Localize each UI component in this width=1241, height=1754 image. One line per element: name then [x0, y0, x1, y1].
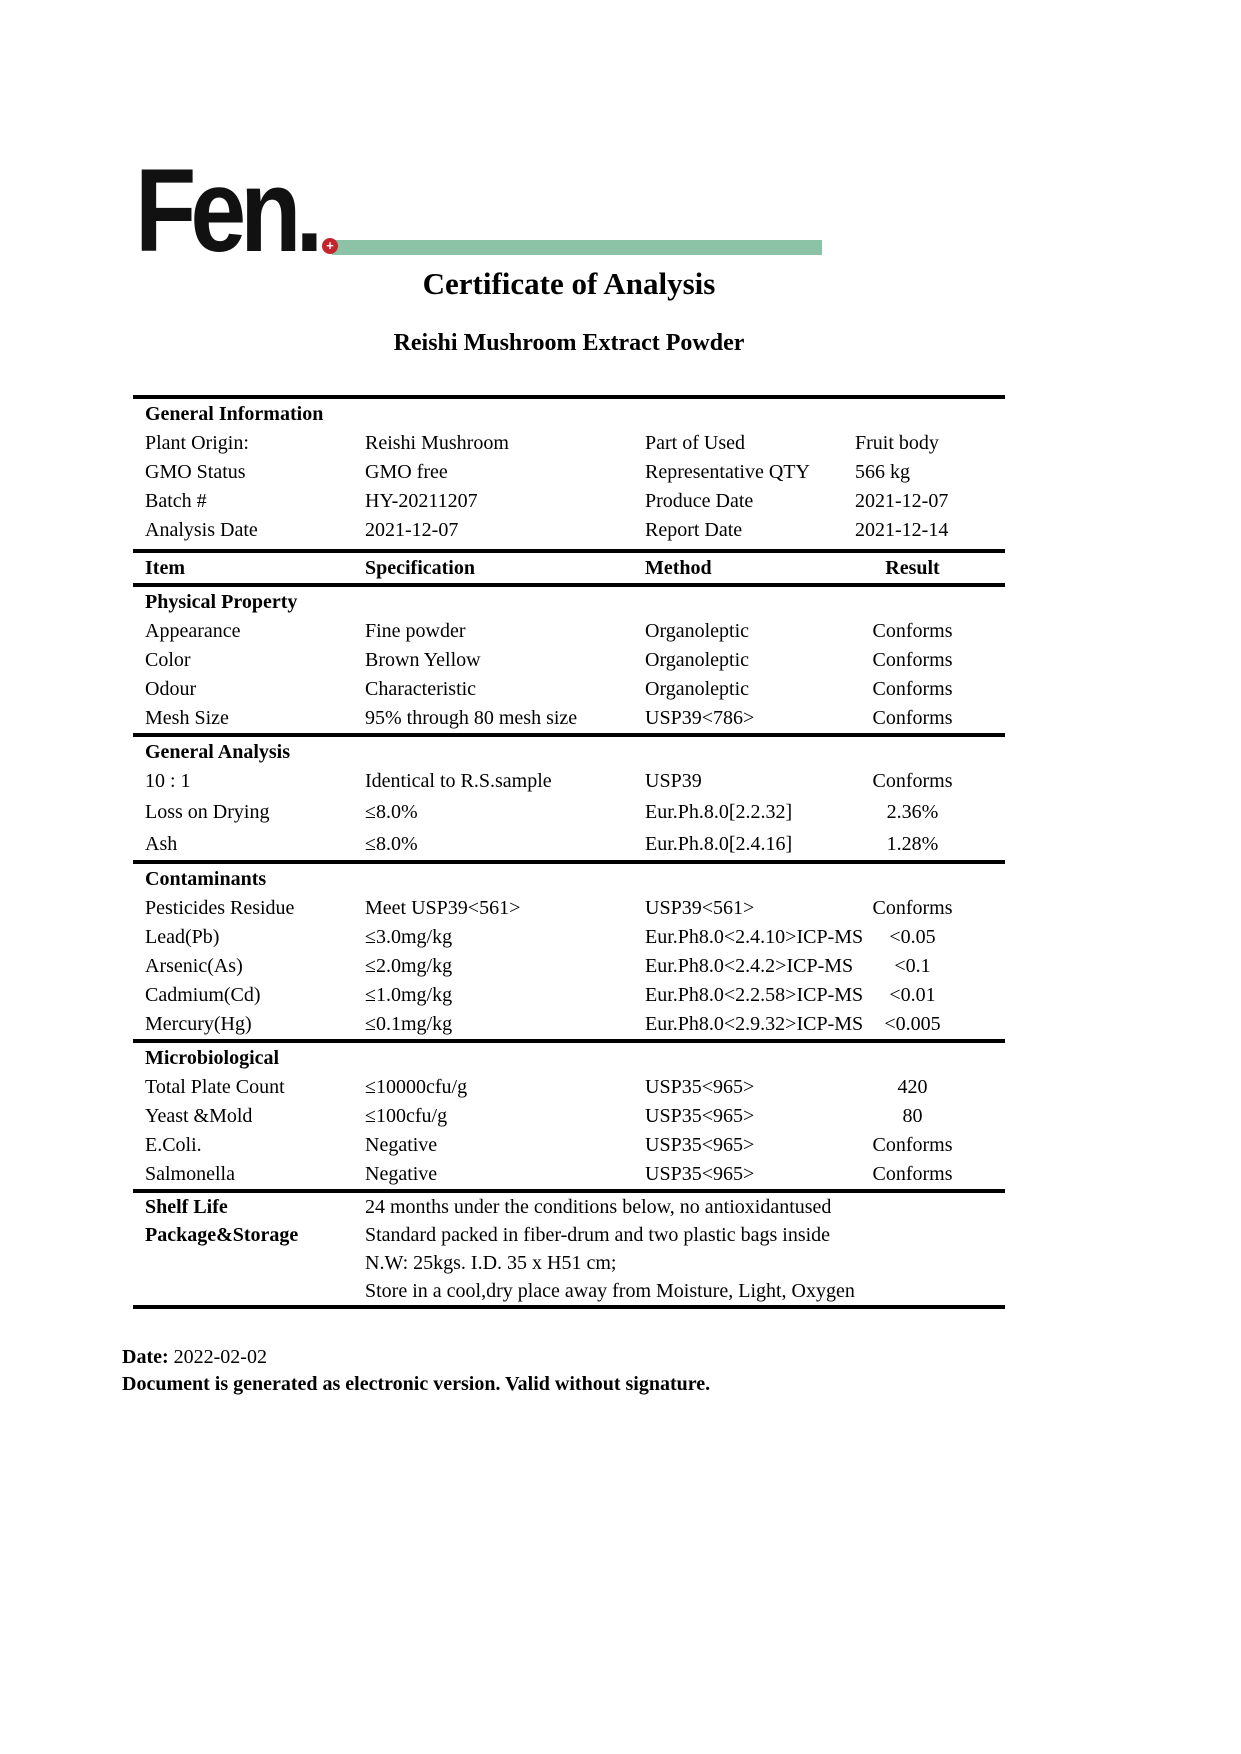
cell-result: Conforms — [872, 1134, 953, 1156]
table-row — [133, 487, 1005, 516]
cell-result: 2.36% — [886, 801, 939, 823]
cell-item: Appearance — [145, 620, 241, 642]
table-row — [133, 1102, 1005, 1131]
logo-wordmark: Fen. — [135, 145, 318, 277]
page-title: Certificate of Analysis — [422, 266, 716, 301]
cell-item: Cadmium(Cd) — [145, 984, 261, 1006]
info-label: Part of Used — [645, 432, 745, 454]
cell-method: USP35<965> — [645, 1105, 755, 1127]
cell-method: Eur.Ph8.0<2.2.58>ICP-MS — [645, 984, 864, 1006]
cell-specification: Meet USP39<561> — [365, 897, 521, 919]
column-header-method: Method — [645, 557, 712, 579]
info-label: Batch # — [145, 490, 207, 512]
section-heading-microbiological: Microbiological — [145, 1047, 280, 1069]
cell-specification: ≤10000cfu/g — [365, 1076, 468, 1098]
table-row — [133, 458, 1005, 487]
info-value: 566 kg — [855, 461, 910, 483]
table-row — [133, 516, 1005, 545]
cell-method: Eur.Ph8.0<2.4.10>ICP-MS — [645, 926, 864, 948]
cell-result: <0.01 — [889, 984, 936, 1006]
cell-result: <0.05 — [889, 926, 936, 948]
cell-specification: ≤2.0mg/kg — [365, 955, 453, 977]
table-row — [133, 646, 1005, 675]
cell-item: E.Coli. — [145, 1134, 202, 1156]
info-value: 2021-12-07 — [855, 490, 949, 512]
table-row — [133, 1249, 1005, 1277]
info-value: HY-20211207 — [365, 490, 478, 512]
table-row — [133, 1221, 1005, 1249]
cell-specification: Brown Yellow — [365, 649, 481, 671]
table-row — [133, 429, 1005, 458]
table-row — [133, 675, 1005, 704]
cell-specification: Characteristic — [365, 678, 477, 700]
info-label: GMO Status — [145, 461, 246, 483]
divider — [133, 1305, 1005, 1309]
logo-underline-bar — [332, 240, 822, 255]
cell-method: Eur.Ph8.0<2.4.2>ICP-MS — [645, 955, 854, 977]
info-label: Produce Date — [645, 490, 754, 512]
info-value: 2021-12-14 — [855, 519, 949, 541]
cell-item: Total Plate Count — [145, 1076, 285, 1098]
table-row — [133, 1073, 1005, 1102]
cell-method: USP39 — [645, 770, 702, 792]
cell-method: Eur.Ph8.0<2.9.32>ICP-MS — [645, 1013, 864, 1035]
cell-result: 80 — [902, 1105, 923, 1127]
document-footer — [122, 1344, 710, 1398]
section-heading-general-analysis: General Analysis — [145, 741, 291, 763]
table-row — [133, 767, 1005, 796]
cell-item: Salmonella — [145, 1163, 235, 1185]
cell-item: Loss on Drying — [145, 801, 270, 823]
product-name-subtitle: Reishi Mushroom Extract Powder — [393, 330, 745, 356]
cell-result: Conforms — [872, 1163, 953, 1185]
info-label: Analysis Date — [145, 519, 258, 541]
storage-label — [145, 1277, 365, 1305]
cell-method: USP35<965> — [645, 1076, 755, 1098]
cell-result: Conforms — [872, 620, 953, 642]
cell-result: 1.28% — [886, 833, 939, 855]
cell-method: Eur.Ph.8.0[2.2.32] — [645, 801, 793, 823]
cell-specification: ≤100cfu/g — [365, 1105, 448, 1127]
storage-text: 24 months under the conditions below, no antioxidantused — [365, 1196, 832, 1218]
cell-specification: ≤8.0% — [365, 801, 418, 823]
storage-label — [145, 1249, 365, 1277]
date-value: 2022-02-02 — [168, 1346, 267, 1368]
cell-result: Conforms — [872, 897, 953, 919]
cell-item: Ash — [145, 833, 178, 855]
info-value: 2021-12-07 — [365, 519, 459, 541]
company-logo — [135, 130, 1035, 277]
cell-specification: Identical to R.S.sample — [365, 770, 552, 792]
table-row — [133, 923, 1005, 952]
table-row — [133, 617, 1005, 646]
table-row — [133, 1010, 1005, 1039]
validity-note: Document is generated as electronic version. Valid without signature. — [122, 1373, 711, 1395]
table-row — [133, 828, 1005, 860]
cell-method: Organoleptic — [645, 678, 750, 700]
cell-result: <0.005 — [884, 1013, 941, 1035]
storage-label: Shelf Life — [145, 1196, 228, 1218]
cell-result: Conforms — [872, 770, 953, 792]
date-line — [122, 1344, 710, 1371]
column-header-result: Result — [885, 557, 940, 579]
table-row — [133, 1277, 1005, 1305]
section-heading-contaminants: Contaminants — [145, 868, 267, 890]
storage-text: N.W: 25kgs. I.D. 35 x H51 cm; — [365, 1252, 617, 1274]
section-heading-physical-property: Physical Property — [145, 591, 298, 613]
cell-specification: Negative — [365, 1163, 438, 1185]
plus-icon: + — [322, 238, 338, 254]
cell-item: Mercury(Hg) — [145, 1013, 252, 1035]
info-value: Fruit body — [855, 432, 939, 454]
table-row — [133, 952, 1005, 981]
info-label: Plant Origin: — [145, 432, 249, 454]
column-header-item: Item — [145, 557, 185, 579]
table-row — [133, 1193, 1005, 1221]
cell-result: Conforms — [872, 649, 953, 671]
cell-item: Pesticides Residue — [145, 897, 295, 919]
storage-text: Standard packed in fiber-drum and two plastic bags inside — [365, 1224, 831, 1246]
table-header-row — [133, 553, 1005, 583]
cell-specification: ≤3.0mg/kg — [365, 926, 453, 948]
coa-table — [133, 395, 1005, 1309]
cell-item: Yeast &Mold — [145, 1105, 253, 1127]
cell-method: Organoleptic — [645, 620, 750, 642]
cell-method: Eur.Ph.8.0[2.4.16] — [645, 833, 793, 855]
cell-result: 420 — [897, 1076, 928, 1098]
cell-method: USP35<965> — [645, 1134, 755, 1156]
cell-method: Organoleptic — [645, 649, 750, 671]
cell-specification: Negative — [365, 1134, 438, 1156]
cell-method: USP35<965> — [645, 1163, 755, 1185]
table-row — [133, 894, 1005, 923]
table-row — [133, 704, 1005, 733]
table-row — [133, 796, 1005, 828]
cell-result: Conforms — [872, 678, 953, 700]
cell-result: <0.1 — [894, 955, 931, 977]
cell-item: 10 : 1 — [145, 770, 191, 792]
cell-specification: ≤0.1mg/kg — [365, 1013, 453, 1035]
table-row — [133, 981, 1005, 1010]
cell-specification: Fine powder — [365, 620, 466, 642]
cell-item: Arsenic(As) — [145, 955, 243, 977]
cell-item: Mesh Size — [145, 707, 229, 729]
info-value: GMO free — [365, 461, 448, 483]
column-header-specification: Specification — [365, 557, 475, 579]
storage-label: Package&Storage — [145, 1224, 299, 1246]
cell-method: USP39<786> — [645, 707, 755, 729]
cell-method: USP39<561> — [645, 897, 755, 919]
cell-specification: 95% through 80 mesh size — [365, 707, 578, 729]
table-row — [133, 1131, 1005, 1160]
table-row — [133, 1160, 1005, 1189]
cell-result: Conforms — [872, 707, 953, 729]
date-label: Date: — [122, 1346, 169, 1368]
info-label: Report Date — [645, 519, 743, 541]
cell-item: Lead(Pb) — [145, 926, 220, 948]
cell-item: Color — [145, 649, 191, 671]
storage-text: Store in a cool,dry place away from Moisture, Light, Oxygen — [365, 1280, 855, 1302]
cell-specification: ≤1.0mg/kg — [365, 984, 453, 1006]
info-value: Reishi Mushroom — [365, 432, 509, 454]
cell-item: Odour — [145, 678, 197, 700]
section-heading-general-information: General Information — [145, 403, 324, 425]
cell-specification: ≤8.0% — [365, 833, 418, 855]
info-label: Representative QTY — [645, 461, 810, 483]
